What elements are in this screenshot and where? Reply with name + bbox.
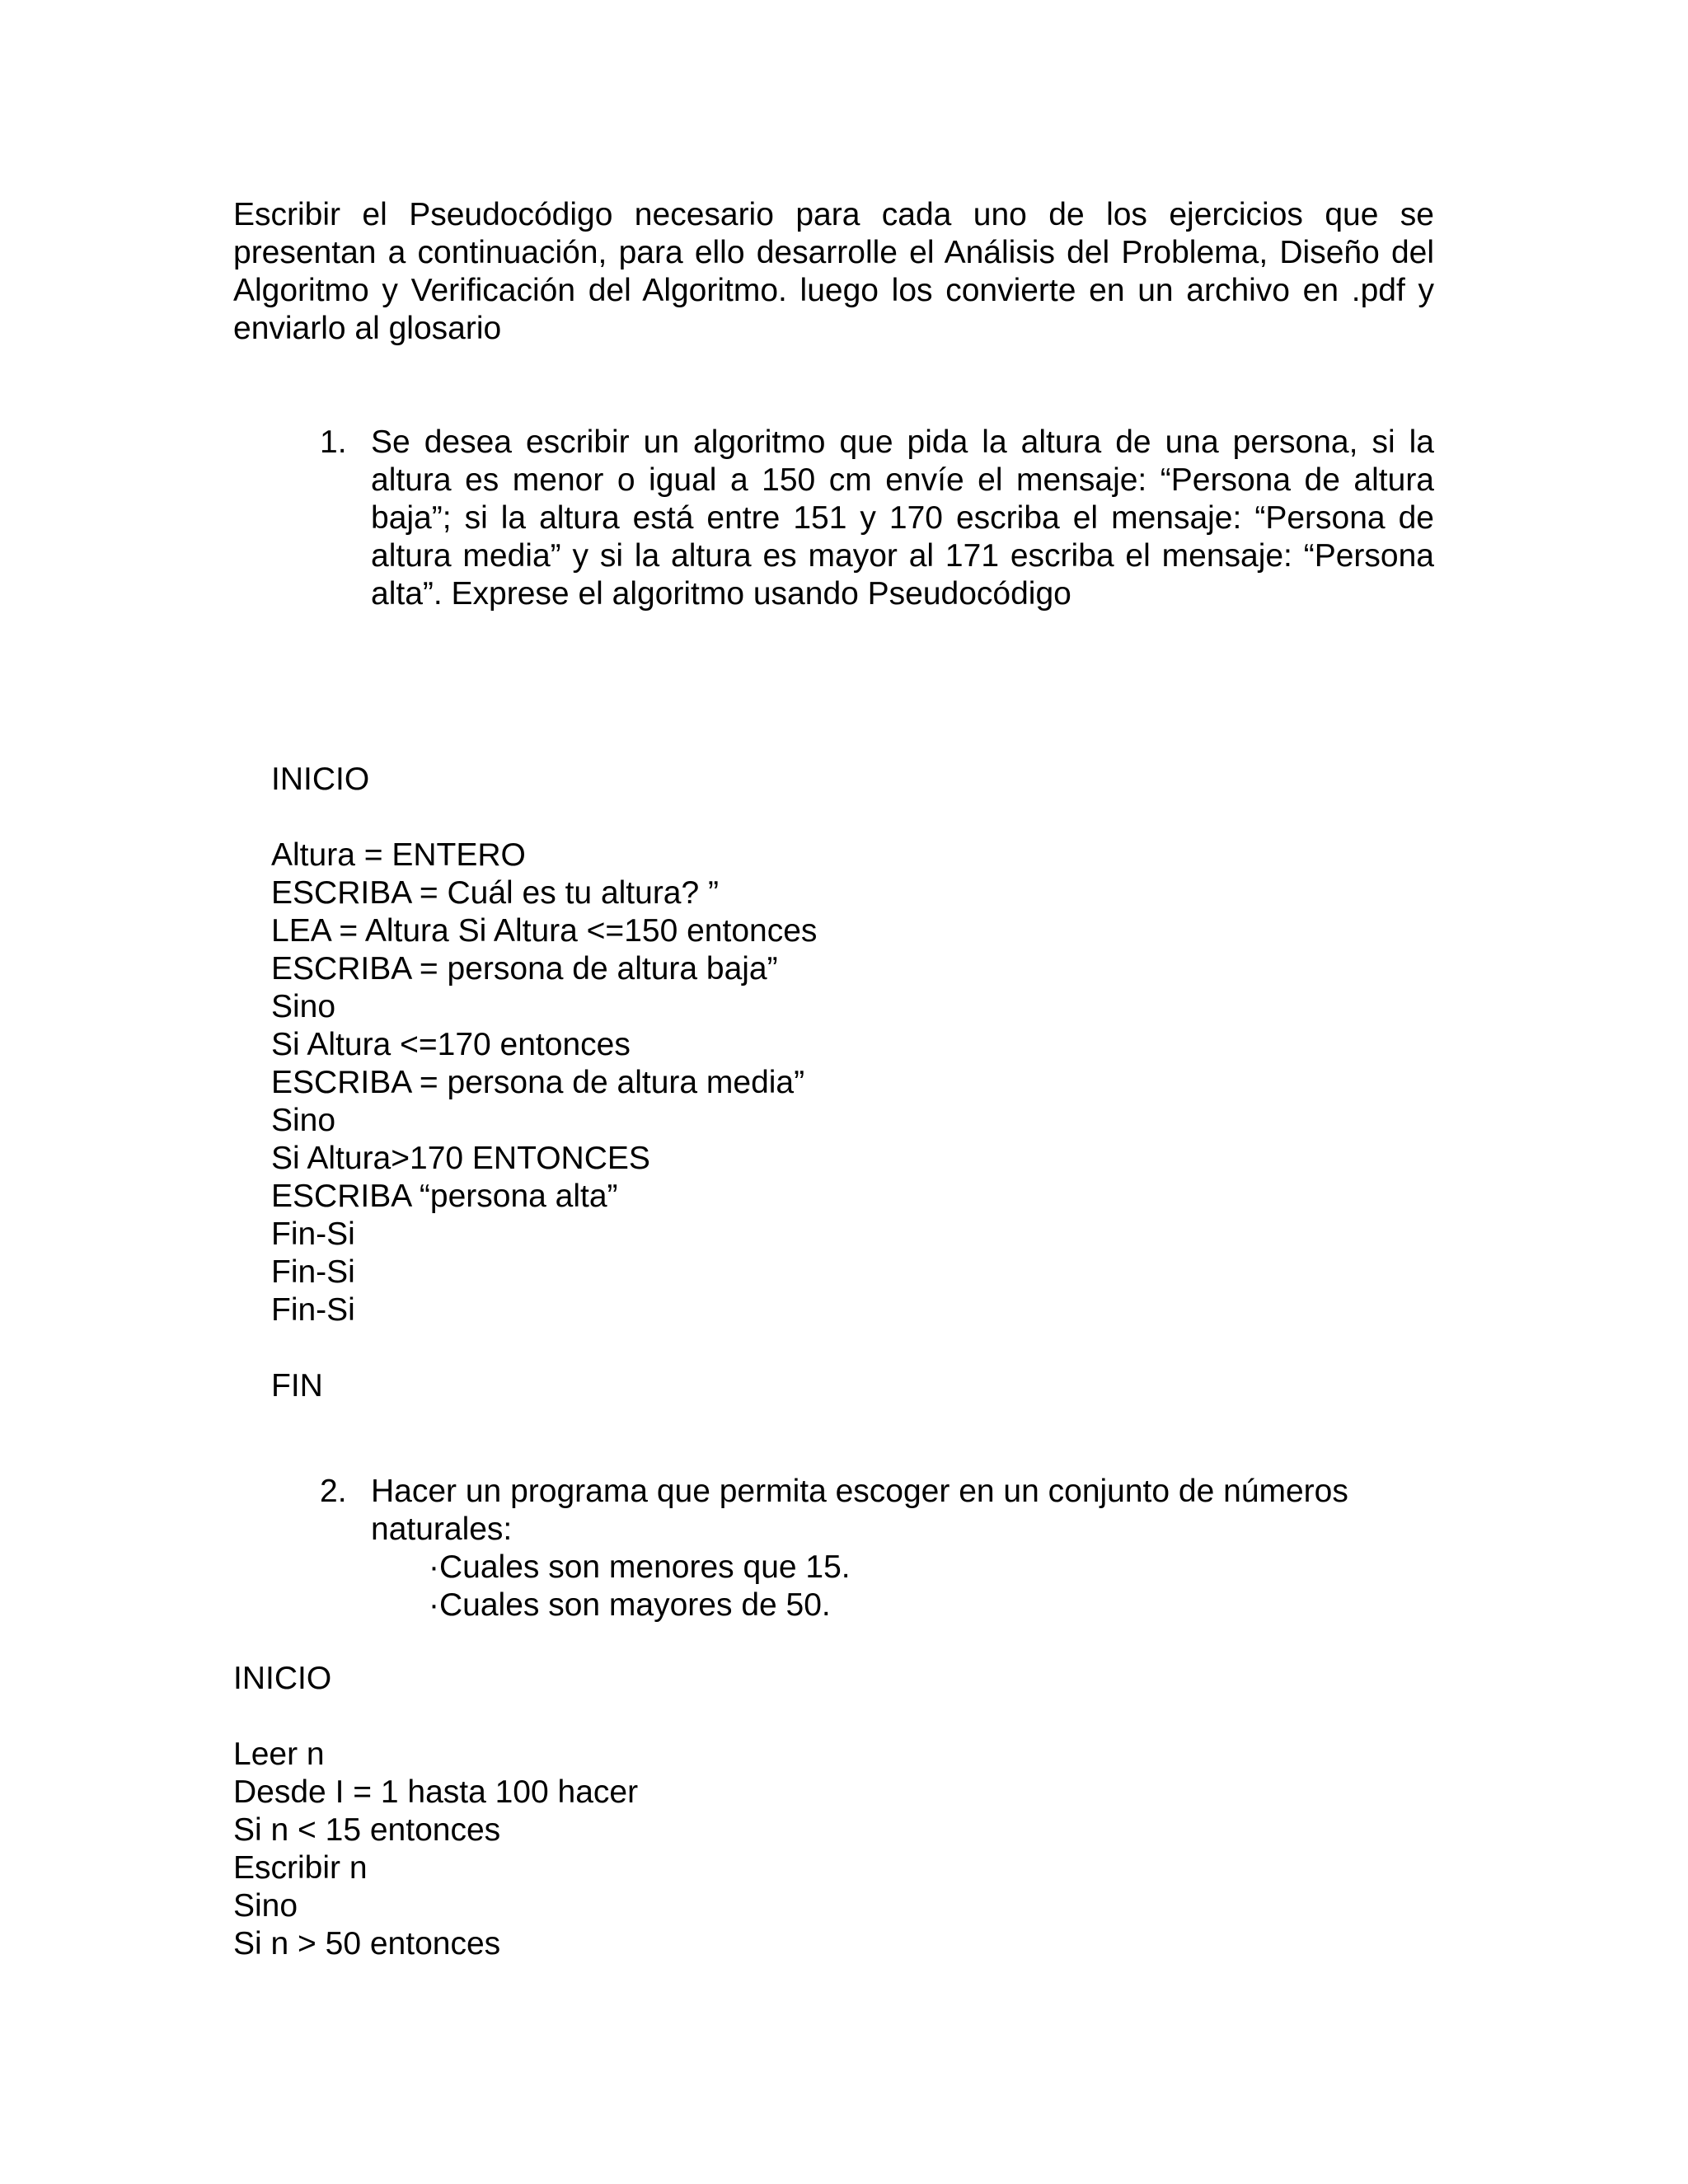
code-spacer: [271, 1329, 817, 1367]
pseudocode-block-1: [271, 761, 817, 1405]
code-line: ESCRIBA “persona alta”: [271, 1179, 618, 1214]
code-end: FIN: [271, 1368, 323, 1404]
intro-line: presentan a continuación, para ello desarrolle el Análisis del Problema, Diseño del: [233, 235, 1434, 270]
intro-line: enviarlo al glosario: [233, 311, 502, 346]
exercise-number: 1.: [320, 424, 347, 460]
intro-line: Escribir el Pseudocódigo necesario para cada uno de los ejercicios que se: [233, 197, 1434, 232]
code-spacer: [271, 799, 817, 837]
exercise-statement: [371, 424, 1434, 613]
exercise-1: [320, 424, 1434, 613]
code-spacer: [233, 1698, 638, 1736]
exercise-line: Se desea escribir un algoritmo que pida la altura de una persona, si la: [371, 424, 1434, 460]
code-line: Desde I = 1 hasta 100 hacer: [233, 1774, 639, 1810]
code-line: Si Altura>170 ENTONCES: [271, 1141, 650, 1176]
exercise-line: baja”; si la altura está entre 151 y 170 escriba el mensaje: “Persona de: [371, 500, 1434, 536]
code-line: Leer n: [233, 1736, 325, 1772]
exercise-line: altura es menor o igual a 150 cm envíe el mensaje: “Persona de altura: [371, 462, 1434, 498]
exercise-sub-item: ·Cuales son menores que 15.: [429, 1549, 851, 1585]
code-line: Si n > 50 entonces: [233, 1926, 501, 1961]
code-line: ESCRIBA = persona de altura baja”: [271, 951, 778, 987]
code-start: INICIO: [271, 762, 370, 797]
code-line: Sino: [233, 1888, 298, 1924]
code-line: ESCRIBA = Cuál es tu altura? ”: [271, 875, 720, 911]
exercise-line: altura media” y si la altura es mayor al 171 escriba el mensaje: “Persona: [371, 538, 1434, 574]
exercise-2: [320, 1473, 1434, 1624]
intro-paragraph: [233, 196, 1434, 348]
code-line: Fin-Si: [271, 1216, 355, 1252]
code-line: Escribir n: [233, 1850, 368, 1886]
code-line: ESCRIBA = persona de altura media”: [271, 1065, 805, 1100]
code-line: Sino: [271, 989, 336, 1024]
code-line: Si n < 15 entonces: [233, 1812, 501, 1848]
exercise-line: Hacer un programa que permita escoger en un conjunto de números: [371, 1474, 1348, 1509]
code-line: LEA = Altura Si Altura <=150 entonces: [271, 913, 818, 949]
exercise-line: naturales:: [371, 1511, 513, 1547]
exercise-sub-item: ·Cuales son mayores de 50.: [429, 1587, 831, 1623]
code-line: Altura = ENTERO: [271, 837, 526, 873]
exercise-statement: [371, 1473, 1434, 1624]
code-start: INICIO: [233, 1661, 332, 1696]
exercise-line: alta”. Exprese el algoritmo usando Pseudocódigo: [371, 576, 1071, 612]
exercise-number: 2.: [320, 1474, 347, 1509]
pseudocode-block-2: [233, 1660, 638, 1963]
code-line: Sino: [271, 1103, 336, 1138]
code-line: Fin-Si: [271, 1254, 355, 1290]
code-line: Fin-Si: [271, 1292, 355, 1328]
code-line: Si Altura <=170 entonces: [271, 1027, 631, 1062]
intro-line: Algoritmo y Verificación del Algoritmo. luego los convierte en un archivo en .pdf y: [233, 273, 1434, 308]
